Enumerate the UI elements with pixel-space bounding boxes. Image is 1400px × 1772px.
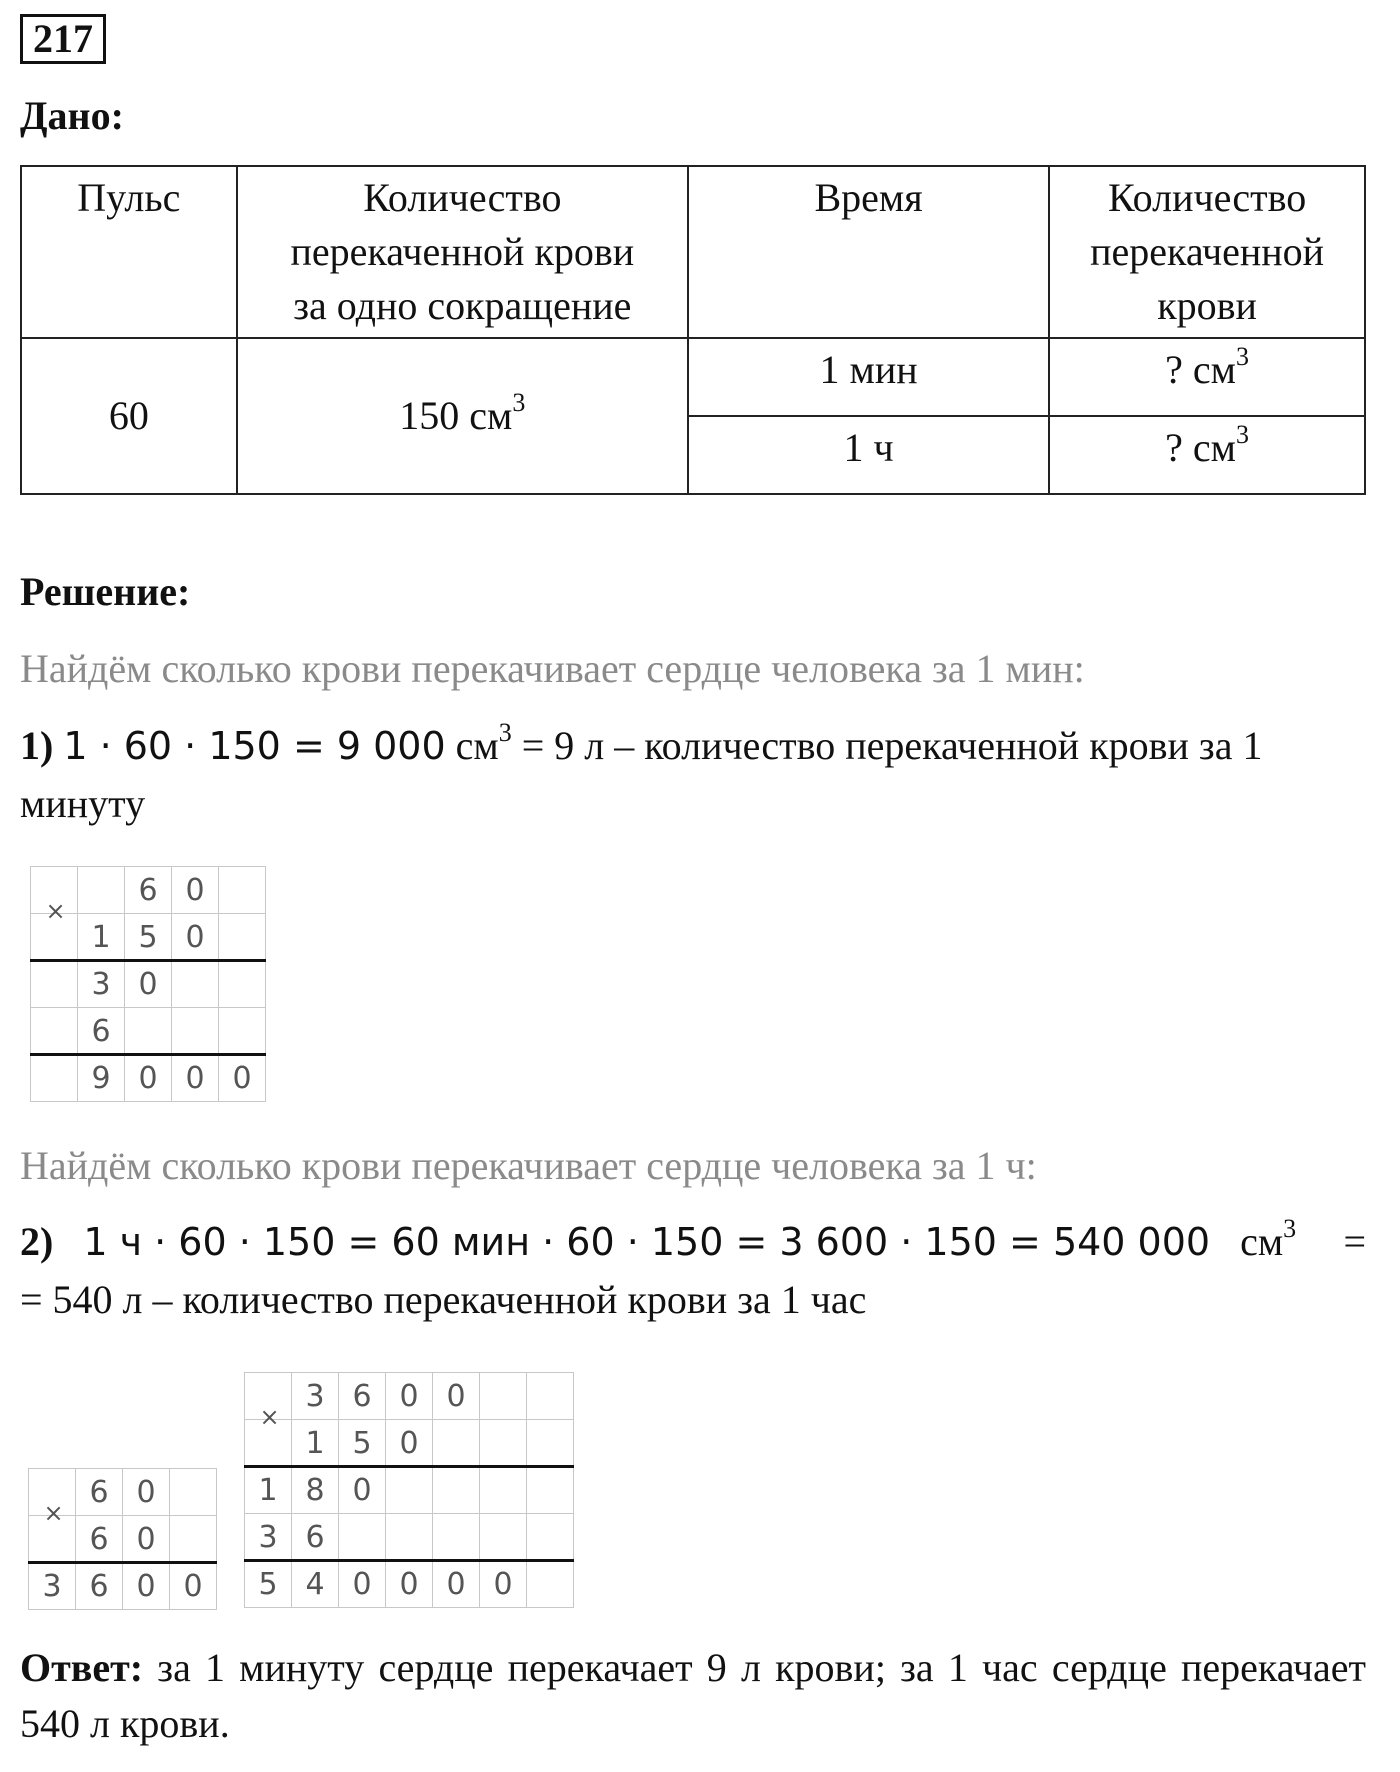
grid-cell [218, 960, 266, 1008]
grid-cell: 3 [28, 1562, 76, 1610]
step2-line: 2) 1 ч · 60 · 150 = 60 мин · 60 · 150 = 3 600 · 150 = 540 000 $см^3$ = [20, 1213, 1366, 1264]
grid-cell: 0 [122, 1562, 170, 1610]
grid-cell: 6 [75, 1562, 123, 1610]
grid-cell [479, 1466, 527, 1514]
grid-cell [218, 866, 266, 914]
grid-cell [218, 913, 266, 961]
grid-cell [432, 1419, 480, 1467]
cell-time-1: 1 мин [688, 338, 1049, 416]
grid-cell [479, 1513, 527, 1561]
grid-cell: 3 [291, 1372, 339, 1420]
header-per-beat: Количество перекаченной крови за одно сокращение [237, 166, 688, 338]
grid-cell [479, 1419, 527, 1467]
grid-cell: 1 [291, 1419, 339, 1467]
grid-cell: 0 [122, 1468, 170, 1516]
grid-cell: 3 [77, 960, 125, 1008]
grid-cell: 0 [479, 1560, 527, 1608]
grid-cell: 5 [124, 913, 172, 961]
grid-cell [171, 960, 219, 1008]
grid-cell: 9 [77, 1054, 125, 1102]
grid-cell: 0 [171, 866, 219, 914]
grid-cell [432, 1513, 480, 1561]
result-line [244, 1465, 574, 1468]
grid-cell: 6 [338, 1372, 386, 1420]
grid-cell [30, 960, 78, 1008]
grid-cell: 6 [75, 1468, 123, 1516]
step2-line-2: = 540 л – количество перекаченной крови за 1 час [20, 1277, 867, 1322]
multiplication-60x150 [30, 866, 265, 1101]
grid-cell: 0 [169, 1562, 217, 1610]
grid-cell: 0 [218, 1054, 266, 1102]
multiply-sign: × [43, 1499, 64, 1527]
grid-cell [338, 1513, 386, 1561]
problem-number: 217 [20, 14, 106, 64]
grid-cell: 0 [338, 1560, 386, 1608]
grid-cell: 0 [124, 1054, 172, 1102]
table-header-row [21, 166, 1365, 338]
grid-cell [30, 1054, 78, 1102]
table-row [21, 338, 1365, 416]
grid-cell [526, 1560, 574, 1608]
step1-line-2: минуту [20, 781, 146, 826]
grid-cell: 0 [432, 1560, 480, 1608]
grid-cell [124, 1007, 172, 1055]
grid-cell: 6 [291, 1513, 339, 1561]
grid-cell [385, 1513, 433, 1561]
step1-intro: Найдём сколько крови перекачивает сердце человека за 1 мин: [20, 646, 1085, 691]
grid-cell [479, 1372, 527, 1420]
given-table [20, 165, 1366, 495]
multiplication-3600x150 [244, 1372, 573, 1607]
grid-cell [385, 1466, 433, 1514]
cell-pulse: 60 [21, 338, 237, 494]
multiply-sign: × [45, 897, 66, 925]
grid-cell: 1 [244, 1466, 292, 1514]
grid-cell [30, 1007, 78, 1055]
given-heading: Дано: [20, 93, 124, 138]
result-line [30, 959, 266, 962]
grid-cell [171, 1007, 219, 1055]
result-line [30, 1053, 266, 1056]
grid-cell: 0 [385, 1372, 433, 1420]
grid-cell: 0 [122, 1515, 170, 1563]
grid-cell: 0 [124, 960, 172, 1008]
grid-cell [77, 866, 125, 914]
cell-volume-2: ? $см^3$ [1049, 416, 1365, 494]
grid-cell: 4 [291, 1560, 339, 1608]
grid-cell: 1 [77, 913, 125, 961]
grid-cell [432, 1466, 480, 1514]
grid-cell [526, 1466, 574, 1514]
grid-cell [526, 1513, 574, 1561]
grid-cell: 0 [338, 1466, 386, 1514]
multiply-sign: × [259, 1403, 280, 1431]
step2-intro: Найдём сколько крови перекачивает сердце человека за 1 ч: [20, 1143, 1037, 1188]
grid-cell: 5 [338, 1419, 386, 1467]
grid-cell [169, 1468, 217, 1516]
grid-cell: 6 [124, 866, 172, 914]
grid-cell [526, 1372, 574, 1420]
answer: Ответ: за 1 минуту сердце перекачает 9 л крови; за 1 час сердце перекачает 540 л крови. [20, 1645, 1366, 1746]
result-line [28, 1561, 217, 1564]
grid-cell: 0 [171, 913, 219, 961]
result-line [244, 1559, 574, 1562]
header-pulse: Пульс [21, 166, 237, 338]
solution-heading: Решение: [20, 569, 191, 614]
cell-time-2: 1 ч [688, 416, 1049, 494]
grid-cell: 6 [77, 1007, 125, 1055]
header-time: Время [688, 166, 1049, 338]
multiplication-60x60 [28, 1468, 216, 1609]
grid-cell: 0 [432, 1372, 480, 1420]
header-volume: Количество перекаченной крови [1049, 166, 1365, 338]
grid-cell: 0 [385, 1419, 433, 1467]
cell-per-beat: 150 $см^3$ [237, 338, 688, 494]
grid-cell: 6 [75, 1515, 123, 1563]
grid-cell [218, 1007, 266, 1055]
grid-cell: 0 [171, 1054, 219, 1102]
grid-cell: 8 [291, 1466, 339, 1514]
cell-volume-1: ? $см^3$ [1049, 338, 1365, 416]
grid-cell [169, 1515, 217, 1563]
grid-cell: 5 [244, 1560, 292, 1608]
grid-cell [526, 1419, 574, 1467]
grid-cell: 3 [244, 1513, 292, 1561]
step1-line: 1) 1 · 60 · 150 = 9 000 $см^3 = 9$ л – количество перекаченной крови за 1 [20, 717, 1263, 768]
grid-cell: 0 [385, 1560, 433, 1608]
